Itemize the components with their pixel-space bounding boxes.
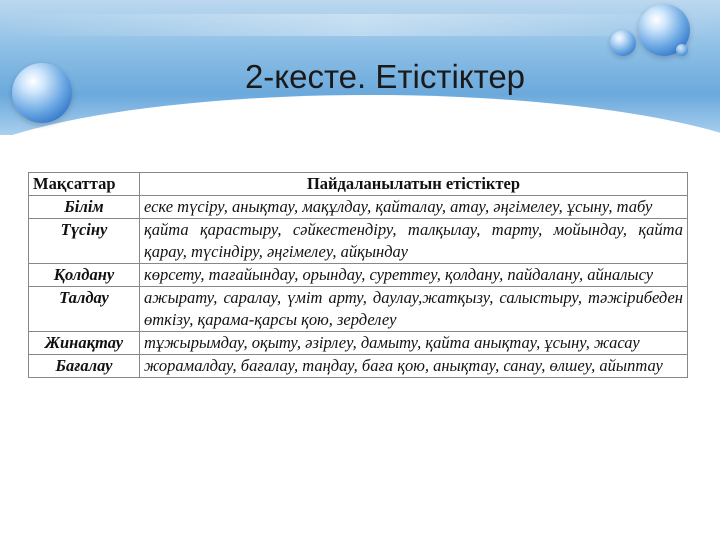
header-swoosh xyxy=(0,95,720,135)
table-row xyxy=(29,264,688,287)
table-row xyxy=(29,287,688,332)
goal-cell: Түсіну xyxy=(29,219,140,264)
goal-cell: Білім xyxy=(29,196,140,219)
verbs-cell: еске түсіру, анықтау, мақұлдау, қайталау, атау, әңгімелеу, ұсыну, табу xyxy=(140,196,688,219)
goal-cell: Бағалау xyxy=(29,355,140,378)
goal-cell: Талдау xyxy=(29,287,140,332)
verbs-cell: жорамалдау, бағалау, таңдау, баға қою, анықтау, санау, өлшеу, айыптау xyxy=(140,355,688,378)
verbs-cell: тұжырымдау, оқыту, әзірлеу, дамыту, қайта анықтау, ұсыну, жасау xyxy=(140,332,688,355)
glossy-orb-icon xyxy=(610,30,636,56)
table-header-row xyxy=(29,173,688,196)
goal-cell: Қолдану xyxy=(29,264,140,287)
verbs-cell: ажырату, саралау, үміт арту, даулау,жатқызу, салыстыру, тәжірибеден өткізу, қарама-қарсы қою, зерделеу xyxy=(140,287,688,332)
verbs-table xyxy=(28,172,688,378)
table-row xyxy=(29,196,688,219)
slide-title: 2-кесте. Етістіктер xyxy=(244,58,526,95)
glossy-orb-icon xyxy=(676,44,688,56)
slide-header xyxy=(0,0,720,135)
column-header-verbs: Пайдаланылатын етістіктер xyxy=(140,173,688,196)
table-row xyxy=(29,355,688,378)
verbs-cell: қайта қарастыру, сәйкестендіру, талқылау, тарту, мойындау, қайта қарау, түсіндіру, әңгімелеу, айқындау xyxy=(140,219,688,264)
header-light-band xyxy=(0,14,720,36)
goal-cell: Жинақтау xyxy=(29,332,140,355)
table-row xyxy=(29,219,688,264)
column-header-goals: Мақсаттар xyxy=(29,173,140,196)
table-row xyxy=(29,332,688,355)
verbs-cell: көрсету, тағайындау, орындау, суреттеу, қолдану, пайдалану, айналысу xyxy=(140,264,688,287)
